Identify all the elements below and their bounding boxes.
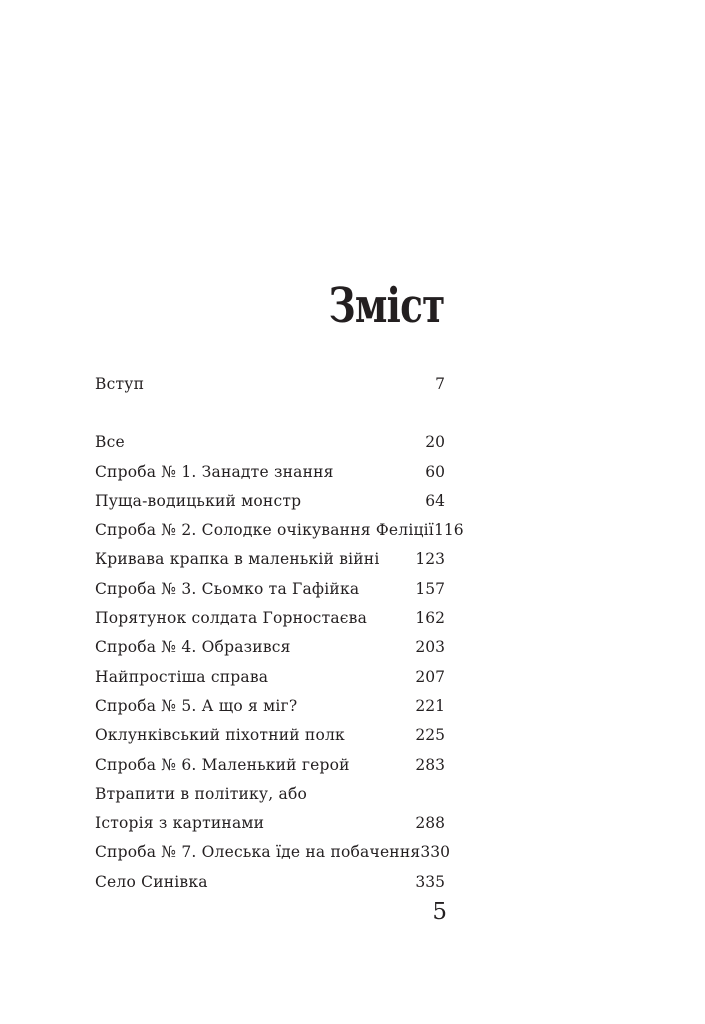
toc-entry-page: 20 [425, 433, 445, 452]
toc-entry [95, 868, 445, 897]
toc-entry [95, 692, 445, 721]
toc-entry-page: 116 [433, 521, 464, 540]
toc-entry-title: Спроба № 2. Солодке очікування Феліції [95, 521, 434, 540]
toc-entry [95, 545, 445, 574]
toc-entry [95, 575, 445, 604]
toc-entry-title: Спроба № 3. Сьомко та Гафійка [95, 579, 360, 598]
toc-entry [95, 487, 445, 516]
toc-entry [95, 428, 445, 457]
toc-entry [95, 780, 445, 809]
toc-entry-title: Вступ [95, 375, 145, 393]
toc-entry-title: Історія з картинами [95, 814, 265, 833]
toc-entry-page: 203 [415, 638, 445, 657]
toc-entry [95, 604, 445, 633]
toc-entry-page: 221 [415, 696, 445, 715]
toc-entry [95, 370, 445, 399]
toc-entry-title: Пуща-водицький монстр [95, 491, 302, 510]
toc-entry-title: Найпростіша справа [95, 667, 269, 686]
toc-entry-page: 330 [420, 843, 450, 862]
toc-entry-page: 123 [415, 550, 445, 569]
toc-entry-page: 225 [415, 726, 445, 745]
toc-entry [95, 838, 450, 867]
toc-entry-page: 207 [415, 667, 445, 686]
toc-entry [95, 516, 464, 545]
toc-entry-title: Оклунківський піхотний полк [95, 726, 345, 745]
toc-entry-page: 64 [425, 491, 445, 510]
toc-entry-page: 60 [425, 462, 445, 481]
toc-entry-page: 288 [415, 814, 445, 833]
toc-entry-title: Все [95, 433, 125, 452]
page-title: Зміст [329, 278, 445, 334]
toc-entry-title: Спроба № 7. Олеська їде на побачення [95, 843, 421, 862]
toc-entry [95, 751, 445, 780]
toc-entry [95, 663, 445, 692]
toc-entry-title: Порятунок солдата Горностаєва [95, 609, 368, 628]
toc-entry [95, 633, 445, 662]
toc-entry-title: Кривава крапка в маленькій війні [95, 550, 380, 569]
toc-entry [95, 458, 445, 487]
toc-entry-title: Спроба № 6. Маленький герой [95, 755, 350, 774]
toc-entry [95, 809, 445, 838]
toc-entry-page: 335 [415, 872, 445, 891]
toc-entry [95, 721, 445, 750]
page-number: 5 [432, 899, 447, 925]
toc-entry-page: 157 [415, 579, 445, 598]
toc-entry-title: Спроба № 5. А що я міг? [95, 696, 298, 715]
toc-entry-page: 283 [415, 755, 445, 774]
toc-entry-page: 7 [435, 375, 445, 393]
toc-entry-title: Втрапити в політику, або [95, 784, 308, 803]
toc-entry-title: Село Синівка [95, 872, 208, 891]
table-of-contents [95, 370, 464, 897]
toc-entry-page: 162 [415, 609, 445, 628]
toc-entry-title: Спроба № 4. Образився [95, 638, 291, 657]
toc-entry-title: Спроба № 1. Занадте знання [95, 462, 334, 481]
